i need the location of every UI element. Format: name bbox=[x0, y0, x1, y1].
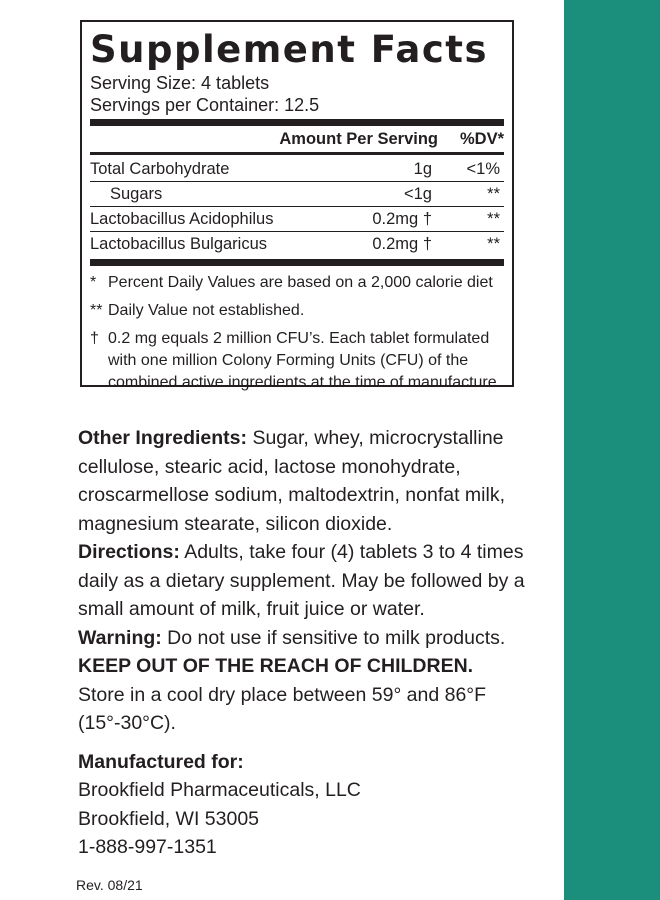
header-daily-value: %DV* bbox=[459, 130, 504, 148]
nutrient-amount: 0.2mg † bbox=[372, 235, 432, 253]
directions-text: Adults, take four (4) tablets 3 to 4 times daily as a dietary supplement. May be followed by a small amount of milk, fruit juice or water. bbox=[78, 541, 525, 620]
nutrient-name: Sugars bbox=[110, 185, 163, 203]
footnote-mark: * bbox=[90, 274, 97, 291]
manufacturer-label: Manufactured for: bbox=[78, 750, 244, 773]
ingredients-paragraph bbox=[78, 424, 558, 538]
nutrient-dv: ** bbox=[487, 235, 500, 253]
teal-side-stripe bbox=[564, 0, 660, 900]
nutrient-name: Lactobacillus Acidophilus bbox=[90, 210, 274, 228]
nutrient-dv: ** bbox=[487, 210, 500, 228]
nutrient-row bbox=[90, 207, 504, 231]
storage-instructions: Store in a cool dry place between 59° and 86°F (15°-30°C). bbox=[78, 683, 487, 734]
nutrient-name: Total Carbohydrate bbox=[90, 160, 230, 178]
ingredients-label: Other Ingredients: bbox=[78, 427, 248, 449]
facts-header-row bbox=[90, 126, 504, 152]
nutrient-row bbox=[90, 232, 504, 256]
thick-divider bbox=[90, 119, 504, 126]
directions-paragraph bbox=[78, 538, 558, 624]
nutrient-name: Lactobacillus Bulgaricus bbox=[90, 235, 268, 253]
nutrient-row bbox=[90, 157, 504, 181]
manufacturer-name: Brookfield Pharmaceuticals, LLC bbox=[78, 779, 361, 801]
nutrient-amount: 0.2mg † bbox=[372, 210, 432, 228]
servings-per-container: Servings per Container: 12.5 bbox=[90, 95, 320, 115]
thick-divider bbox=[90, 259, 504, 266]
footnote-text: Percent Daily Values are based on a 2,000 calorie diet bbox=[108, 274, 493, 291]
manufacturer-city: Brookfield, WI 53005 bbox=[78, 807, 260, 830]
footnote bbox=[90, 328, 504, 394]
supplement-facts-panel bbox=[80, 20, 514, 391]
directions-label: Directions: bbox=[78, 541, 180, 563]
warning-text: Do not use if sensitive to milk products. bbox=[161, 626, 506, 649]
nutrient-amount: 1g bbox=[413, 160, 432, 178]
nutrient-row bbox=[90, 182, 504, 206]
nutrient-amount: <1g bbox=[404, 185, 432, 203]
facts-footnotes bbox=[90, 266, 504, 394]
warning-label: Warning: bbox=[78, 626, 162, 649]
nutrient-dv: ** bbox=[487, 185, 500, 203]
header-amount-per-serving: Amount Per Serving bbox=[279, 130, 438, 148]
footnote-mark: † bbox=[90, 330, 99, 347]
warning-paragraph bbox=[78, 624, 558, 653]
footnote bbox=[90, 300, 504, 322]
serving-size: Serving Size: 4 tablets bbox=[90, 73, 270, 93]
keep-out-warning: KEEP OUT OF THE REACH OF CHILDREN. bbox=[78, 655, 474, 677]
facts-title: Supplement Facts bbox=[90, 28, 489, 71]
nutrient-dv: <1% bbox=[466, 160, 500, 178]
footnote-text: 0.2 mg equals 2 million CFU’s. Each tablet formulated with one million Colony Forming Units (CFU) of the combined active ingredients at the time of manufacture. bbox=[108, 330, 502, 391]
manufacturer-phone: 1-888-997-1351 bbox=[78, 836, 217, 858]
footnote bbox=[90, 272, 504, 294]
footnote-text: Daily Value not established. bbox=[108, 302, 305, 319]
ingredients-text: Sugar, whey, microcrystalline cellulose, stearic acid, lactose monohydrate, croscarmellose sodium, maltodextrin, nonfat milk, magnesium stearate, silicon dioxide. bbox=[78, 427, 505, 535]
footnote-mark: ** bbox=[90, 302, 103, 319]
label-body-text bbox=[78, 424, 558, 862]
revision-code: Rev. 08/21 bbox=[76, 877, 143, 893]
